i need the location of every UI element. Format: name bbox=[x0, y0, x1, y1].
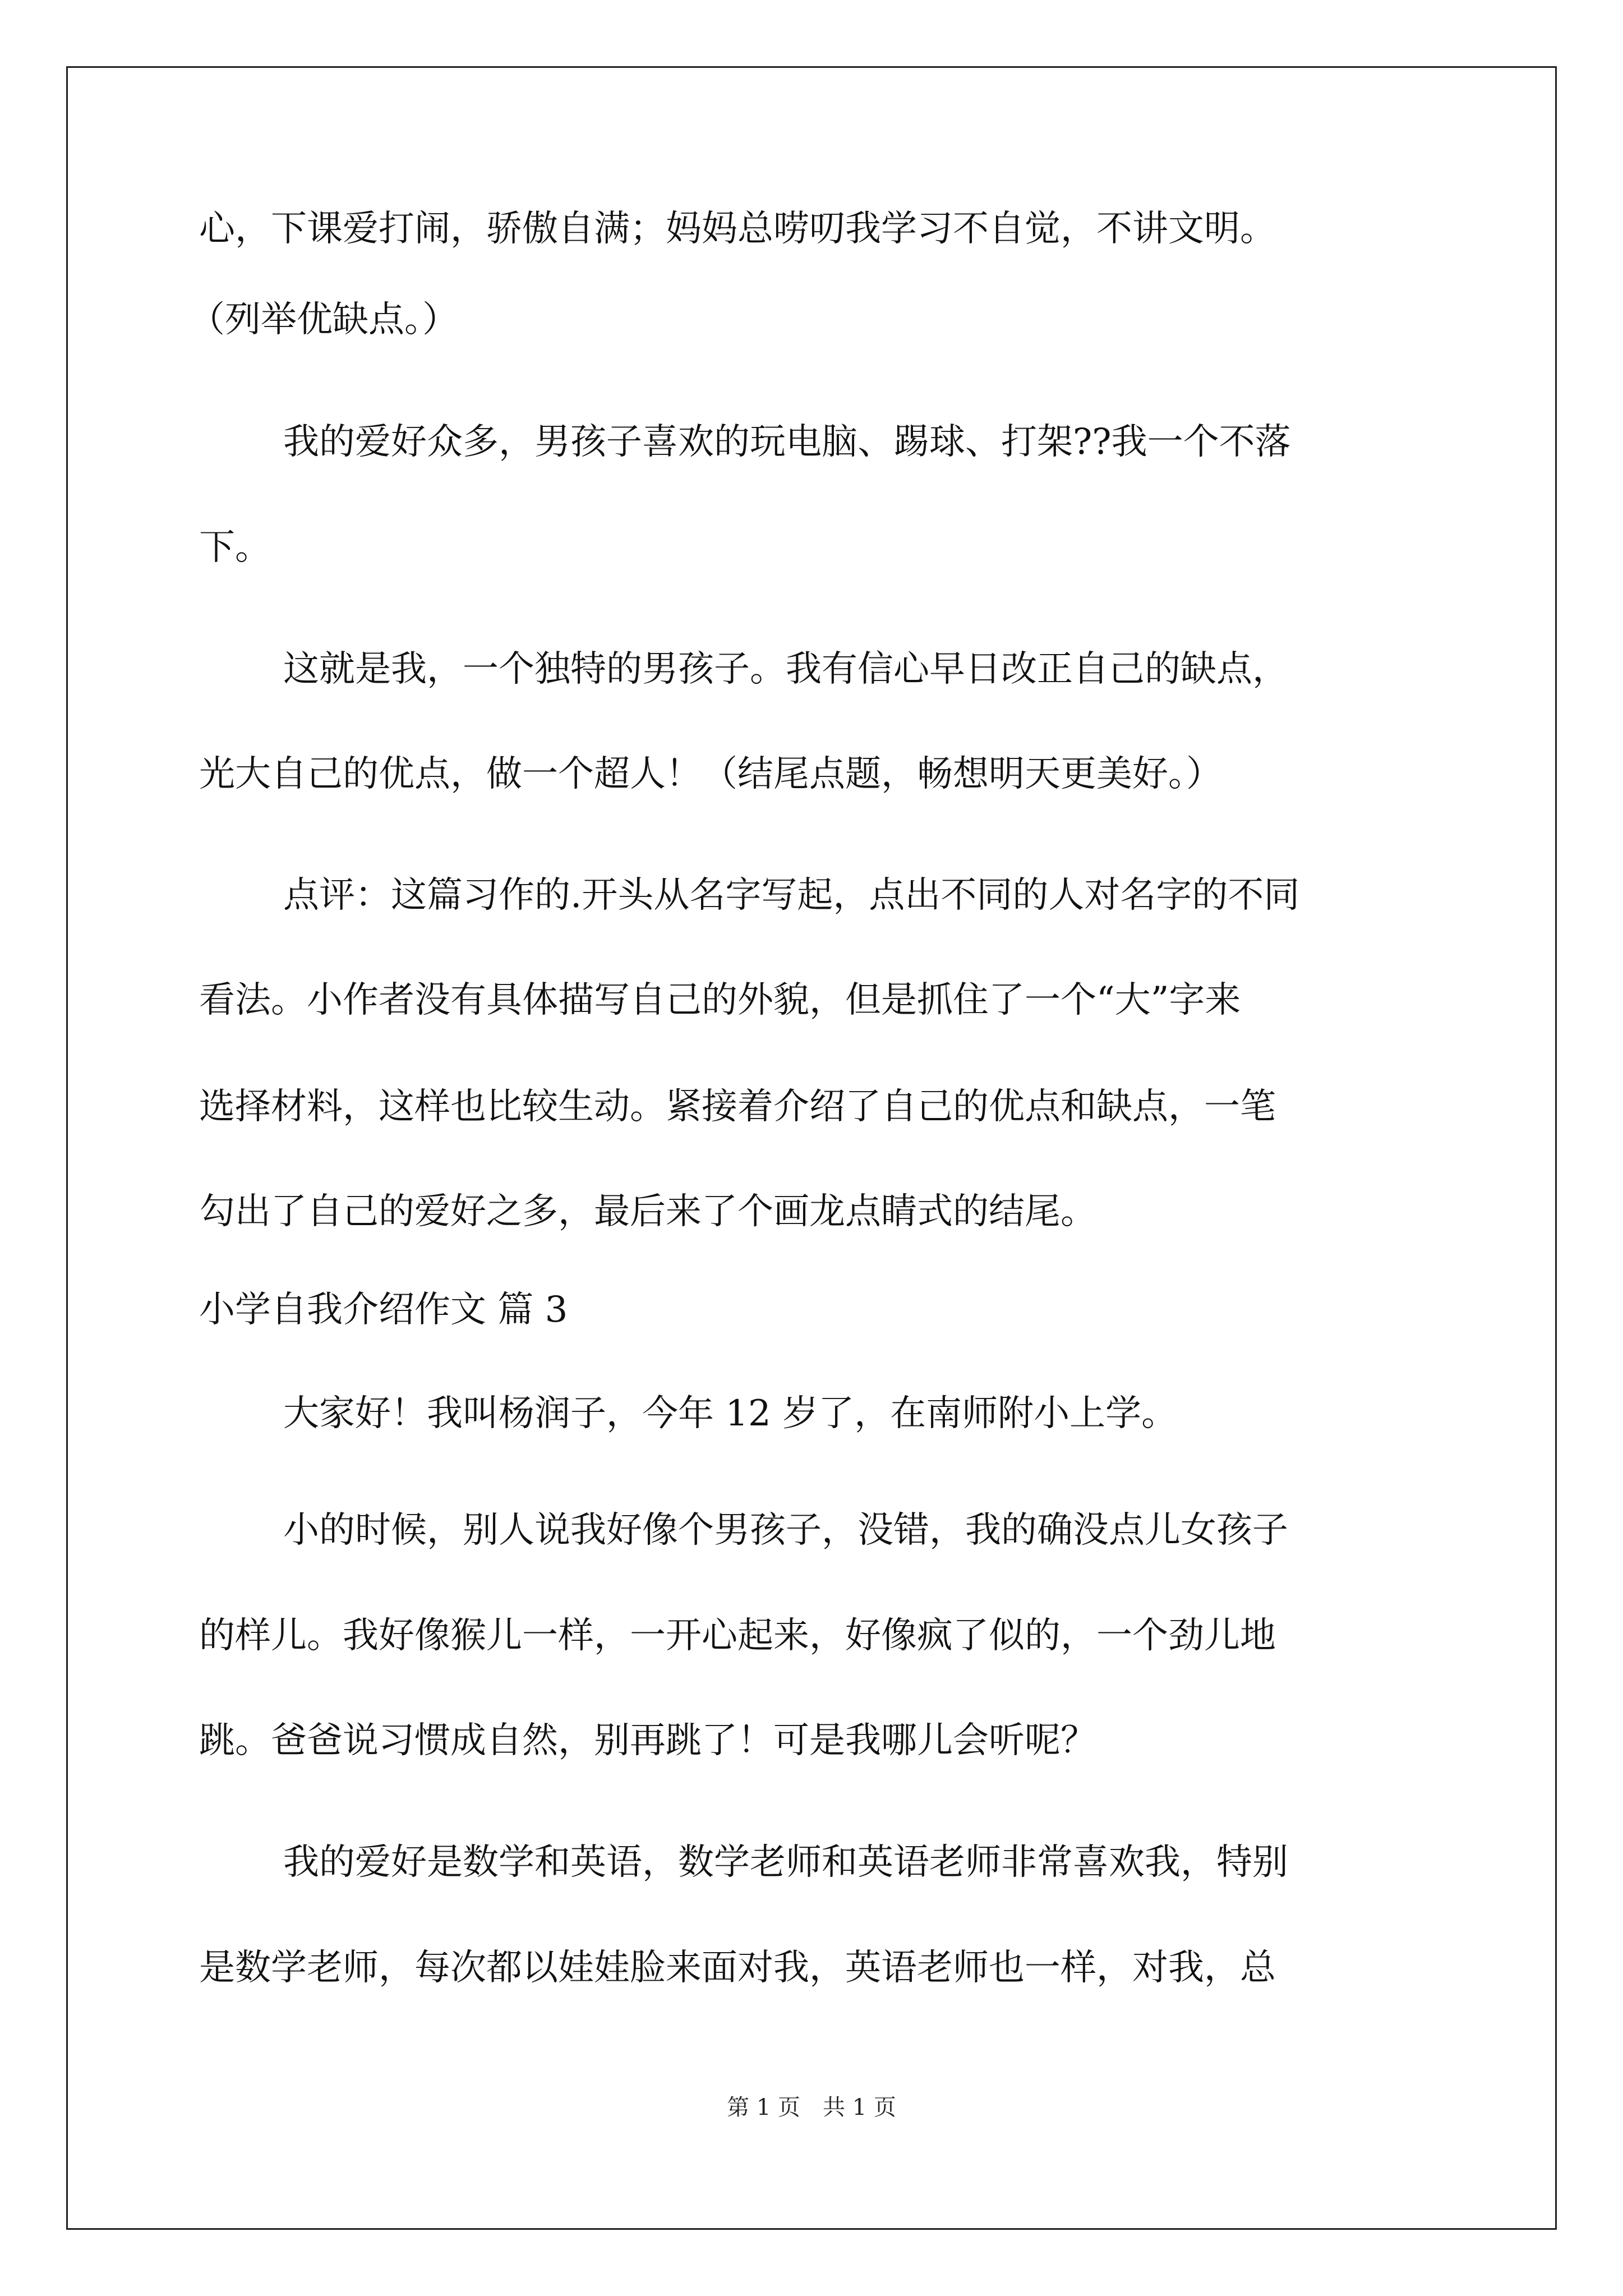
text-line: 的样儿。我好像猴儿一样，一开心起来，好像疯了似的，一个劲儿地 bbox=[199, 1615, 1276, 1657]
text-line: 光大自己的优点，做一个超人！（结尾点题，畅想明天更美好。） bbox=[199, 753, 1222, 795]
text-line: 下。 bbox=[199, 527, 271, 568]
text-line: 我的爱好是数学和英语，数学老师和英语老师非常喜欢我，特别 bbox=[283, 1842, 1288, 1883]
text-line: 小的时候，别人说我好像个男孩子，没错，我的确没点儿女孩子 bbox=[283, 1510, 1288, 1551]
text-line: 是数学老师，每次都以娃娃脸来面对我，英语老师也一样，对我，总 bbox=[199, 1947, 1276, 1989]
text-line: 看法。小作者没有具体描写自己的外貌，但是抓住了一个“大”字来 bbox=[199, 979, 1241, 1021]
text-line: 跳。爸爸说习惯成自然，别再跳了！可是我哪儿会听呢？ bbox=[199, 1720, 1096, 1761]
text-line: 选择材料，这样也比较生动。紧接着介绍了自己的优点和缺点，一笔 bbox=[199, 1086, 1276, 1128]
text-line: 这就是我，一个独特的男孩子。我有信心早日改正自己的缺点， bbox=[283, 648, 1288, 690]
text-line: 大家好！我叫杨润子，今年 12 岁了，在南师附小上学。 bbox=[283, 1393, 1178, 1434]
page-border bbox=[66, 66, 1557, 2230]
text-line: （列举优缺点。） bbox=[189, 299, 458, 341]
text-line: 勾出了自己的爱好之多，最后来了个画龙点睛式的结尾。 bbox=[199, 1191, 1096, 1232]
page-footer: 第 1 页 共 1 页 bbox=[727, 2095, 896, 2120]
text-line: 点评：这篇习作的.开头从名字写起，点出不同的人对名字的不同 bbox=[283, 875, 1300, 916]
text-line: 心，下课爱打闹，骄傲自满；妈妈总唠叨我学习不自觉，不讲文明。 bbox=[199, 208, 1276, 250]
section-heading: 小学自我介绍作文 篇 3 bbox=[199, 1289, 568, 1331]
text-line: 我的爱好众多，男孩子喜欢的玩电脑、踢球、打架??我一个不落 bbox=[283, 421, 1291, 463]
